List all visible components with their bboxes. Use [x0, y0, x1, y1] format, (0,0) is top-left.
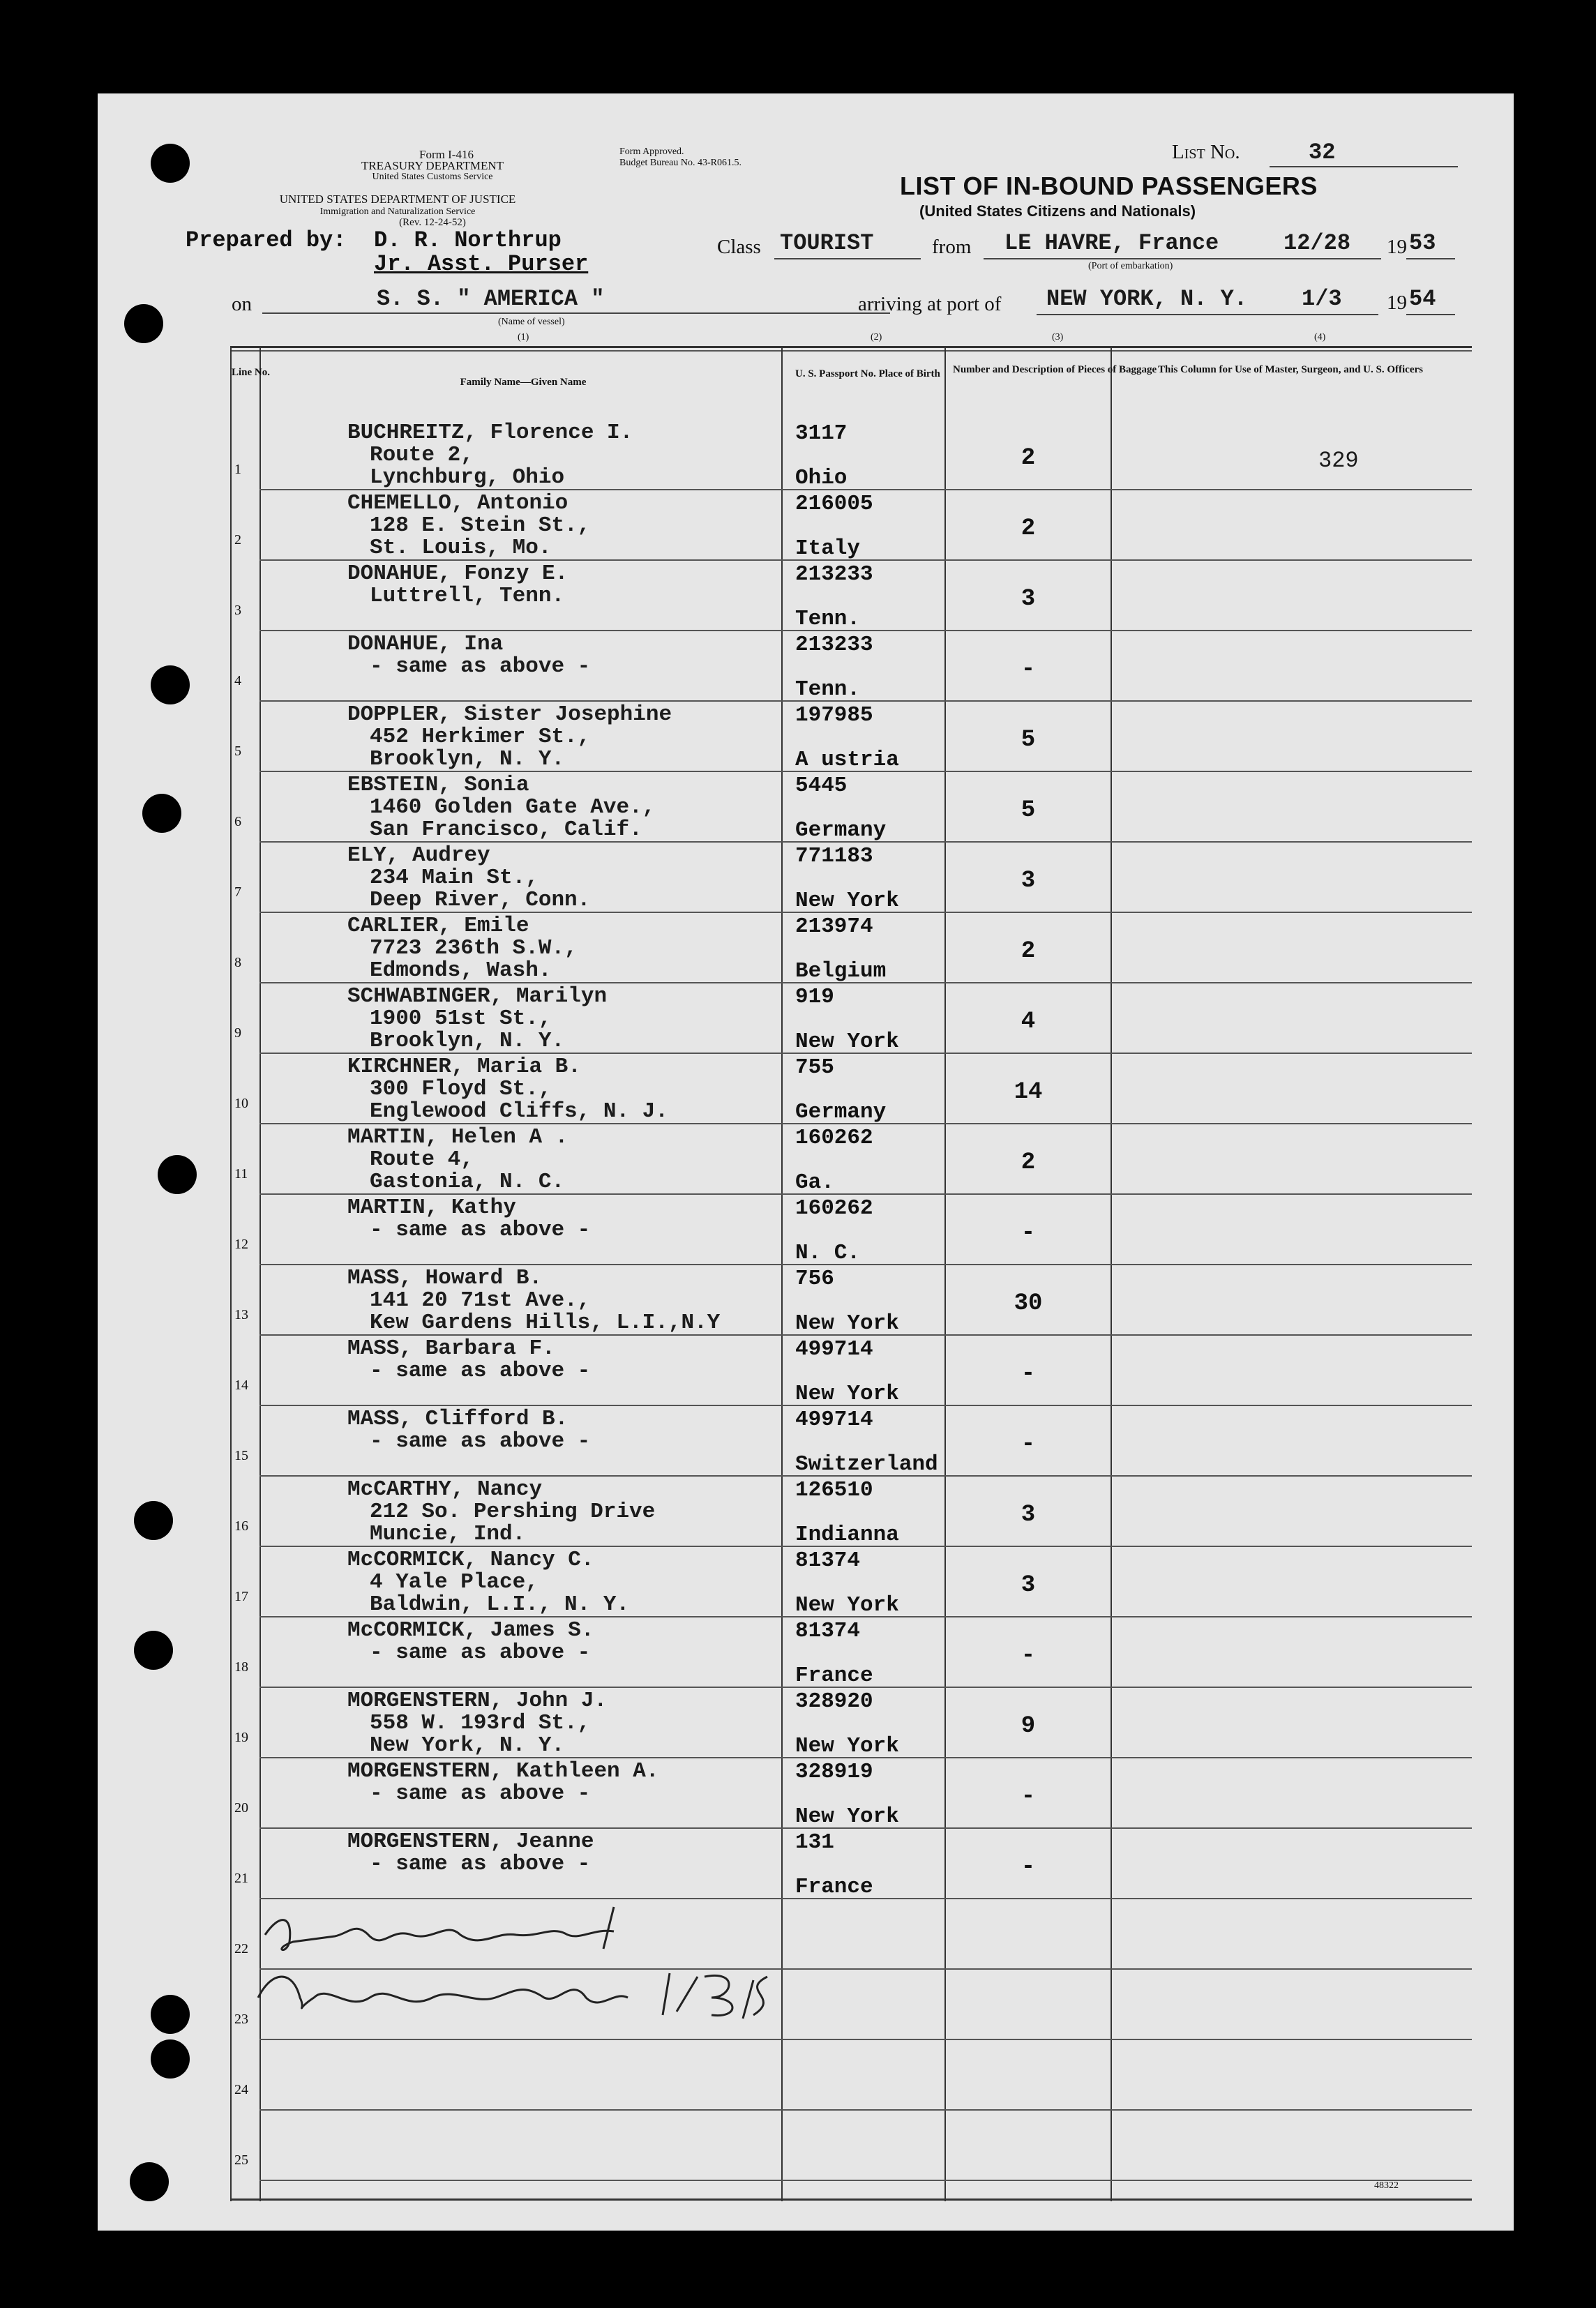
passenger-name: MORGENSTERN, Kathleen A.: [347, 1759, 659, 1783]
punch-hole: [130, 2162, 169, 2201]
place-of-birth: Switzerland: [795, 1452, 938, 1477]
passenger-address-1: - same as above -: [370, 1641, 591, 1665]
treasury-dept: TREASURY DEPARTMENT: [361, 159, 504, 172]
baggage-count: -: [1021, 1783, 1036, 1810]
line-number: 11: [234, 1166, 248, 1182]
passenger-name: KIRCHNER, Maria B.: [347, 1055, 581, 1079]
line-number: 22: [234, 1941, 248, 1956]
passport-number: 3117: [795, 421, 848, 446]
passenger-address-1: 300 Floyd St.,: [370, 1077, 552, 1101]
passport-number: 499714: [795, 1408, 873, 1432]
doj-title: UNITED STATES DEPARTMENT OF JUSTICE: [279, 193, 516, 206]
passenger-address-2: New York, N. Y.: [370, 1733, 565, 1758]
passenger-address-1: - same as above -: [370, 1429, 591, 1454]
passenger-address-2: Englewood Cliffs, N. J.: [370, 1099, 668, 1124]
document-title: LIST OF IN-BOUND PASSENGERS: [900, 172, 1318, 200]
passenger-name: MASS, Clifford B.: [347, 1407, 569, 1431]
line-number: 21: [234, 1871, 248, 1886]
place-of-birth: New York: [795, 889, 899, 913]
line-number: 24: [234, 2082, 248, 2097]
line-number: 23: [234, 2012, 248, 2027]
passenger-name: DOPPLER, Sister Josephine: [347, 702, 672, 727]
line-number: 20: [234, 1800, 248, 1816]
form-number: Form I-416: [419, 148, 474, 161]
passport-number: 499714: [795, 1337, 873, 1362]
prepared-label: Prepared by:: [186, 227, 347, 253]
place-of-birth: New York: [795, 1593, 899, 1617]
table-row: [230, 489, 1472, 559]
passenger-address-1: 452 Herkimer St.,: [370, 725, 591, 749]
passport-number: 81374: [795, 1619, 861, 1643]
port-embark-caption: (Port of embarkation): [1088, 261, 1173, 271]
list-no-value: 32: [1309, 139, 1336, 165]
baggage-count: 3: [1021, 586, 1036, 612]
col-number-2: (2): [871, 332, 882, 342]
passenger-name: McCARTHY, Nancy: [347, 1477, 543, 1502]
table-row: [230, 630, 1472, 700]
year-prefix: 19: [1387, 292, 1407, 314]
passport-number: 216005: [795, 492, 873, 516]
line-number: 4: [234, 673, 241, 688]
table-row: [230, 2109, 1472, 2180]
punch-hole: [151, 144, 190, 183]
table-row: [230, 1264, 1472, 1334]
arrival-port: NEW YORK, N. Y.: [1046, 286, 1248, 312]
header-officers: This Column for Use of Master, Surgeon, and U. S. Officers: [1157, 364, 1423, 375]
from-label: from: [932, 236, 972, 258]
table-row: [230, 1053, 1472, 1123]
ins-title: Immigration and Naturalization Service: [319, 206, 476, 217]
passenger-name: MASS, Howard B.: [347, 1266, 543, 1290]
table-row: [230, 1546, 1472, 1616]
place-of-birth: New York: [795, 1734, 899, 1758]
handwritten-signature: [251, 1893, 949, 2046]
punch-hole: [134, 1501, 173, 1540]
revision: (Rev. 12-24-52): [399, 217, 466, 228]
passport-number: 81374: [795, 1548, 861, 1573]
line-number: 25: [234, 2152, 248, 2168]
passenger-name: McCORMICK, James S.: [347, 1618, 594, 1643]
passenger-address-1: - same as above -: [370, 1359, 591, 1383]
arriving-label: arriving at port of: [858, 293, 1002, 315]
place-of-birth: Ga.: [795, 1170, 834, 1195]
depart-year: 53: [1409, 230, 1436, 256]
passenger-address-1: Route 2,: [370, 443, 474, 467]
passenger-address-1: 128 E. Stein St.,: [370, 513, 591, 538]
place-of-birth: New York: [795, 1311, 899, 1336]
passenger-address-2: Muncie, Ind.: [370, 1522, 526, 1546]
on-label: on: [232, 293, 252, 315]
line-number: 15: [234, 1448, 248, 1463]
baggage-count: -: [1021, 1220, 1036, 1246]
passenger-name: DONAHUE, Fonzy E.: [347, 561, 569, 586]
baggage-count: -: [1021, 1361, 1036, 1387]
passenger-address-2: Brooklyn, N. Y.: [370, 1029, 565, 1053]
baggage-count: -: [1021, 656, 1036, 683]
passenger-name: DONAHUE, Ina: [347, 632, 504, 656]
passenger-address-2: Deep River, Conn.: [370, 888, 591, 912]
passenger-address-2: St. Louis, Mo.: [370, 536, 552, 560]
col-number-4: (4): [1314, 332, 1326, 342]
line-number: 12: [234, 1237, 248, 1252]
place-of-birth: France: [795, 1875, 873, 1899]
passenger-address-2: Lynchburg, Ohio: [370, 465, 565, 490]
table-row: [230, 1616, 1472, 1687]
place-of-birth: France: [795, 1664, 873, 1688]
line-number: 18: [234, 1659, 248, 1675]
baggage-count: -: [1021, 1643, 1036, 1669]
table-row: [230, 1687, 1472, 1757]
passenger-address-2: Gastonia, N. C.: [370, 1170, 565, 1194]
arrival-date: 1/3: [1302, 286, 1342, 312]
place-of-birth: New York: [795, 1029, 899, 1054]
table-row: [230, 559, 1472, 630]
baggage-count: 30: [1014, 1290, 1043, 1317]
line-number: 16: [234, 1518, 248, 1534]
form-approved: Form Approved.: [619, 146, 684, 157]
place-of-birth: Tenn.: [795, 607, 861, 631]
passport-number: 213974: [795, 914, 873, 939]
line-number: 6: [234, 814, 241, 829]
line-number: 3: [234, 603, 241, 618]
passport-number: 213233: [795, 633, 873, 657]
list-no-label: List No.: [1172, 141, 1240, 163]
place-of-birth: Germany: [795, 1100, 887, 1124]
depart-date: 12/28: [1283, 230, 1351, 256]
passenger-address-1: - same as above -: [370, 1781, 591, 1806]
passenger-address-1: 558 W. 193rd St.,: [370, 1711, 591, 1735]
prepared-title: Jr. Asst. Purser: [374, 251, 589, 277]
col-number-1: (1): [518, 332, 529, 342]
passenger-name: MORGENSTERN, Jeanne: [347, 1830, 594, 1854]
passport-number: 126510: [795, 1478, 873, 1502]
passenger-address-1: 1460 Golden Gate Ave.,: [370, 795, 656, 820]
passport-number: 160262: [795, 1126, 873, 1150]
passenger-name: BUCHREITZ, Florence I.: [347, 421, 633, 445]
passport-number: 755: [795, 1055, 834, 1080]
table-row: [230, 700, 1472, 771]
baggage-count: 5: [1021, 797, 1036, 824]
arrival-year: 54: [1409, 286, 1436, 312]
passport-number: 5445: [795, 774, 848, 798]
line-number: 9: [234, 1025, 241, 1041]
passenger-address-1: - same as above -: [370, 654, 591, 679]
passport-number: 197985: [795, 703, 873, 727]
line-number: 1: [234, 462, 241, 477]
passenger-name: McCORMICK, Nancy C.: [347, 1548, 594, 1572]
passenger-address-1: 7723 236th S.W.,: [370, 936, 578, 960]
punch-hole: [158, 1155, 197, 1194]
line-number: 7: [234, 884, 241, 900]
passenger-address-1: 234 Main St.,: [370, 866, 539, 890]
class-value: TOURIST: [780, 230, 874, 256]
table-row: [230, 1757, 1472, 1827]
prepared-name: D. R. Northrup: [374, 227, 562, 253]
baggage-count: -: [1021, 1431, 1036, 1458]
line-number: 5: [234, 744, 241, 759]
baggage-count: 2: [1021, 1149, 1036, 1176]
line-number: 19: [234, 1730, 248, 1745]
table-row: [230, 912, 1472, 982]
passenger-name: MORGENSTERN, John J.: [347, 1689, 608, 1713]
place-of-birth: Indianna: [795, 1523, 899, 1547]
line-number: 8: [234, 955, 241, 970]
vessel-name: S. S. " AMERICA ": [377, 286, 605, 312]
passport-number: 756: [795, 1267, 834, 1291]
place-of-birth: Tenn.: [795, 677, 861, 702]
table-row: [230, 1334, 1472, 1405]
class-label: Class: [717, 236, 761, 258]
baggage-count: -: [1021, 1854, 1036, 1880]
passenger-address-1: - same as above -: [370, 1218, 591, 1242]
passenger-address-2: San Francisco, Calif.: [370, 817, 642, 842]
passenger-address-1: 4 Yale Place,: [370, 1570, 539, 1594]
place-of-birth: Italy: [795, 536, 861, 561]
passport-number: 919: [795, 985, 834, 1009]
document-subtitle: (United States Citizens and Nationals): [919, 202, 1196, 220]
passport-number: 328919: [795, 1760, 873, 1784]
passenger-name: CHEMELLO, Antonio: [347, 491, 569, 515]
table-row: [230, 1475, 1472, 1546]
passenger-address-1: 212 So. Pershing Drive: [370, 1500, 656, 1524]
table-row: [230, 771, 1472, 841]
header-baggage: Number and Description of Pieces of Baggage: [953, 364, 1157, 375]
punch-hole: [142, 794, 181, 833]
passenger-name: ELY, Audrey: [347, 843, 490, 868]
baggage-count: 5: [1021, 727, 1036, 753]
budget-bureau: Budget Bureau No. 43-R061.5.: [619, 158, 741, 168]
punch-hole: [134, 1631, 173, 1670]
passport-number: 160262: [795, 1196, 873, 1221]
punch-hole: [124, 304, 163, 343]
place-of-birth: N. C.: [795, 1241, 861, 1265]
baggage-count: 4: [1021, 1009, 1036, 1035]
line-number: 17: [234, 1589, 248, 1604]
from-value: LE HAVRE, France: [1004, 230, 1219, 256]
place-of-birth: New York: [795, 1804, 899, 1829]
passenger-address-2: Baldwin, L.I., N. Y.: [370, 1592, 630, 1617]
line-number: 13: [234, 1307, 248, 1322]
passenger-name: MASS, Barbara F.: [347, 1336, 555, 1361]
line-number: 14: [234, 1378, 248, 1393]
officer-note: 329: [1318, 448, 1359, 474]
passenger-address-1: 141 20 71st Ave.,: [370, 1288, 591, 1313]
passport-number: 771183: [795, 844, 873, 868]
baggage-count: 2: [1021, 445, 1036, 472]
passport-number: 213233: [795, 562, 873, 587]
passport-number: 328920: [795, 1689, 873, 1714]
place-of-birth: Belgium: [795, 959, 887, 983]
passenger-name: EBSTEIN, Sonia: [347, 773, 529, 797]
table-row: [230, 1123, 1472, 1193]
passenger-address-2: Brooklyn, N. Y.: [370, 747, 565, 771]
table-row: [230, 418, 1472, 489]
baggage-count: 9: [1021, 1713, 1036, 1740]
baggage-count: 3: [1021, 1572, 1036, 1599]
place-of-birth: A ustria: [795, 748, 899, 772]
passenger-address-2: Kew Gardens Hills, L.I.,N.Y: [370, 1311, 721, 1335]
passenger-address-1: - same as above -: [370, 1852, 591, 1876]
passenger-address-2: Edmonds, Wash.: [370, 958, 552, 983]
col-number-3: (3): [1052, 332, 1064, 342]
line-number: 10: [234, 1096, 248, 1111]
passenger-name: MARTIN, Helen A .: [347, 1125, 569, 1149]
header-line-no: Line No.: [232, 367, 271, 378]
passenger-address-1: 1900 51st St.,: [370, 1006, 552, 1031]
table-row: [230, 841, 1472, 912]
table-row: [230, 1827, 1472, 1898]
passenger-address-1: Luttrell, Tenn.: [370, 584, 565, 608]
passenger-name: CARLIER, Emile: [347, 914, 529, 938]
header-passport: U. S. Passport No. Place of Birth: [795, 368, 940, 379]
punch-hole: [151, 665, 190, 704]
baggage-count: 2: [1021, 938, 1036, 965]
table-row: [230, 1405, 1472, 1475]
passenger-name: SCHWABINGER, Marilyn: [347, 984, 608, 1009]
passenger-address-1: Route 4,: [370, 1147, 474, 1172]
manifest-page: [98, 93, 1514, 2231]
header-name: Family Name—Given Name: [460, 377, 587, 388]
customs-service: United States Customs Service: [372, 172, 493, 182]
table-row: [230, 1193, 1472, 1264]
baggage-count: 14: [1014, 1079, 1043, 1106]
baggage-count: 3: [1021, 1502, 1036, 1528]
table-row: [230, 982, 1472, 1053]
baggage-count: 3: [1021, 868, 1036, 894]
place-of-birth: Germany: [795, 818, 887, 843]
footer-number: 48322: [1374, 2180, 1399, 2191]
punch-hole: [151, 2039, 190, 2079]
passport-number: 131: [795, 1830, 834, 1855]
baggage-count: 2: [1021, 515, 1036, 542]
table-row: [230, 2039, 1472, 2109]
place-of-birth: Ohio: [795, 466, 848, 490]
year-prefix: 19: [1387, 236, 1407, 258]
place-of-birth: New York: [795, 1382, 899, 1406]
vessel-caption: (Name of vessel): [498, 317, 565, 327]
punch-hole: [151, 1995, 190, 2034]
passenger-name: MARTIN, Kathy: [347, 1196, 516, 1220]
line-number: 2: [234, 532, 241, 548]
